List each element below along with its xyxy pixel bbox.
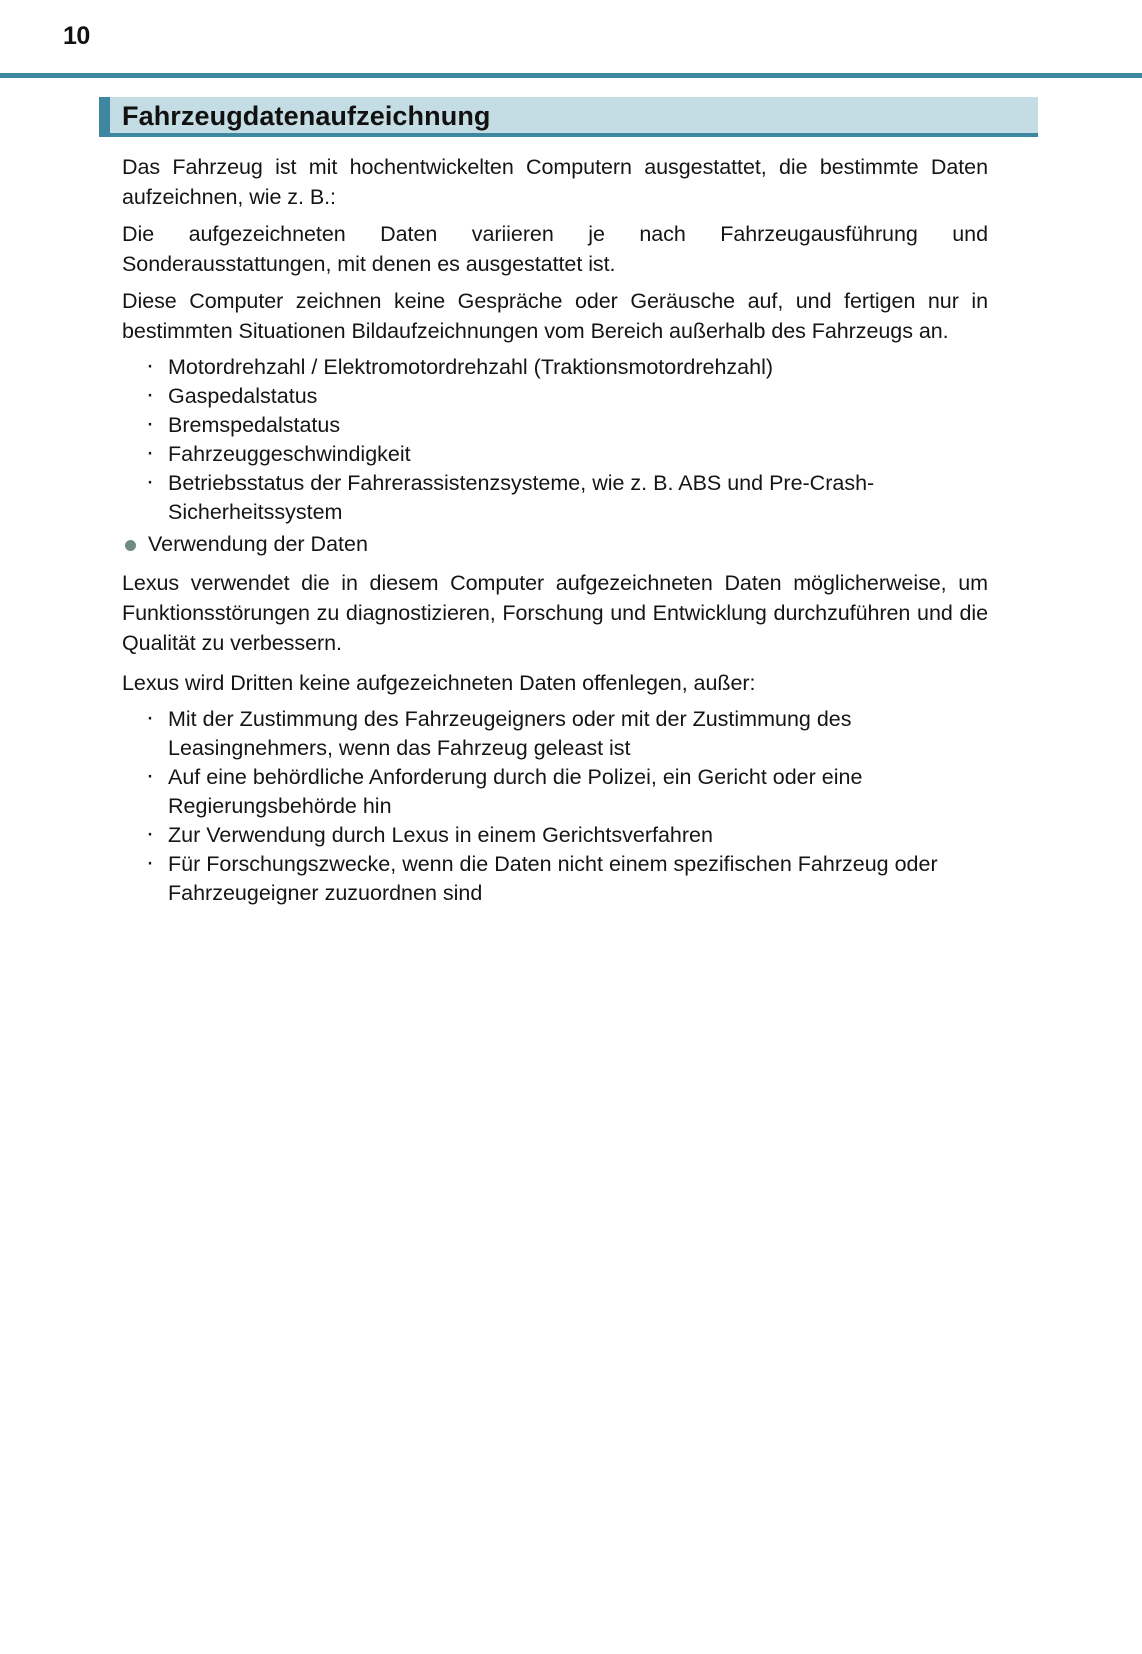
list-item: · Bremspedalstatus xyxy=(122,411,988,440)
round-bullet-icon xyxy=(125,540,136,551)
list-item: · Gaspedalstatus xyxy=(122,382,988,411)
recorded-data-list xyxy=(122,353,988,527)
page-number: 10 xyxy=(63,22,90,50)
list-item: · Fahrzeuggeschwindigkeit xyxy=(122,440,988,469)
section-heading-band xyxy=(99,97,1038,137)
page-title: Fahrzeugdatenaufzeichnung xyxy=(122,101,491,131)
intro-paragraph-2: Die aufgezeichneten Daten variieren je nach Fahrzeugausführung und Sonderausstattungen, mit denen es ausgestattet ist. xyxy=(122,222,988,276)
section-accent-bar xyxy=(99,97,110,133)
list-item: · Betriebsstatus der Fahrerassistenzsysteme, wie z. B. ABS und Pre-Crash-Sicherheitssystem xyxy=(122,469,988,527)
list-item: · Auf eine behördliche Anforderung durch die Polizei, ein Gericht oder eine Regierungsbehörde hin xyxy=(122,763,988,821)
disclosure-exceptions-list xyxy=(122,705,988,908)
usage-paragraph-1: Lexus verwendet die in diesem Computer aufgezeichneten Daten möglicherweise, um Funktionsstörungen zu diagnostizieren, Forschung und Entwicklung durchzuführen und die Qualität zu verbessern. xyxy=(122,571,988,655)
list-item: · Für Forschungszwecke, wenn die Daten nicht einem spezifischen Fahrzeug oder Fahrzeugeigner zuzuordnen sind xyxy=(122,850,988,908)
page-content xyxy=(122,152,988,908)
usage-paragraph-2: Lexus wird Dritten keine aufgezeichneten Daten offenlegen, außer: xyxy=(122,671,756,695)
intro-paragraph-1: Das Fahrzeug ist mit hochentwickelten Computern ausgestattet, die bestimmte Daten aufzeichnen, wie z. B.: xyxy=(122,155,988,209)
list-item: · Zur Verwendung durch Lexus in einem Gerichtsverfahren xyxy=(122,821,988,850)
intro-paragraph-3: Diese Computer zeichnen keine Gespräche oder Geräusche auf, und fertigen nur in bestimmten Situationen Bildaufzeichnungen vom Bereich außerhalb des Fahrzeugs an. xyxy=(122,289,988,343)
subsection-heading-label: Verwendung der Daten xyxy=(148,532,368,556)
header-rule xyxy=(0,73,1142,78)
subsection-heading-usage xyxy=(122,529,988,559)
list-item: · Mit der Zustimmung des Fahrzeugeigners oder mit der Zustimmung des Leasingnehmers, wenn das Fahrzeug geleast ist xyxy=(122,705,988,763)
list-item: · Motordrehzahl / Elektromotordrehzahl (Traktionsmotordrehzahl) xyxy=(122,353,988,382)
